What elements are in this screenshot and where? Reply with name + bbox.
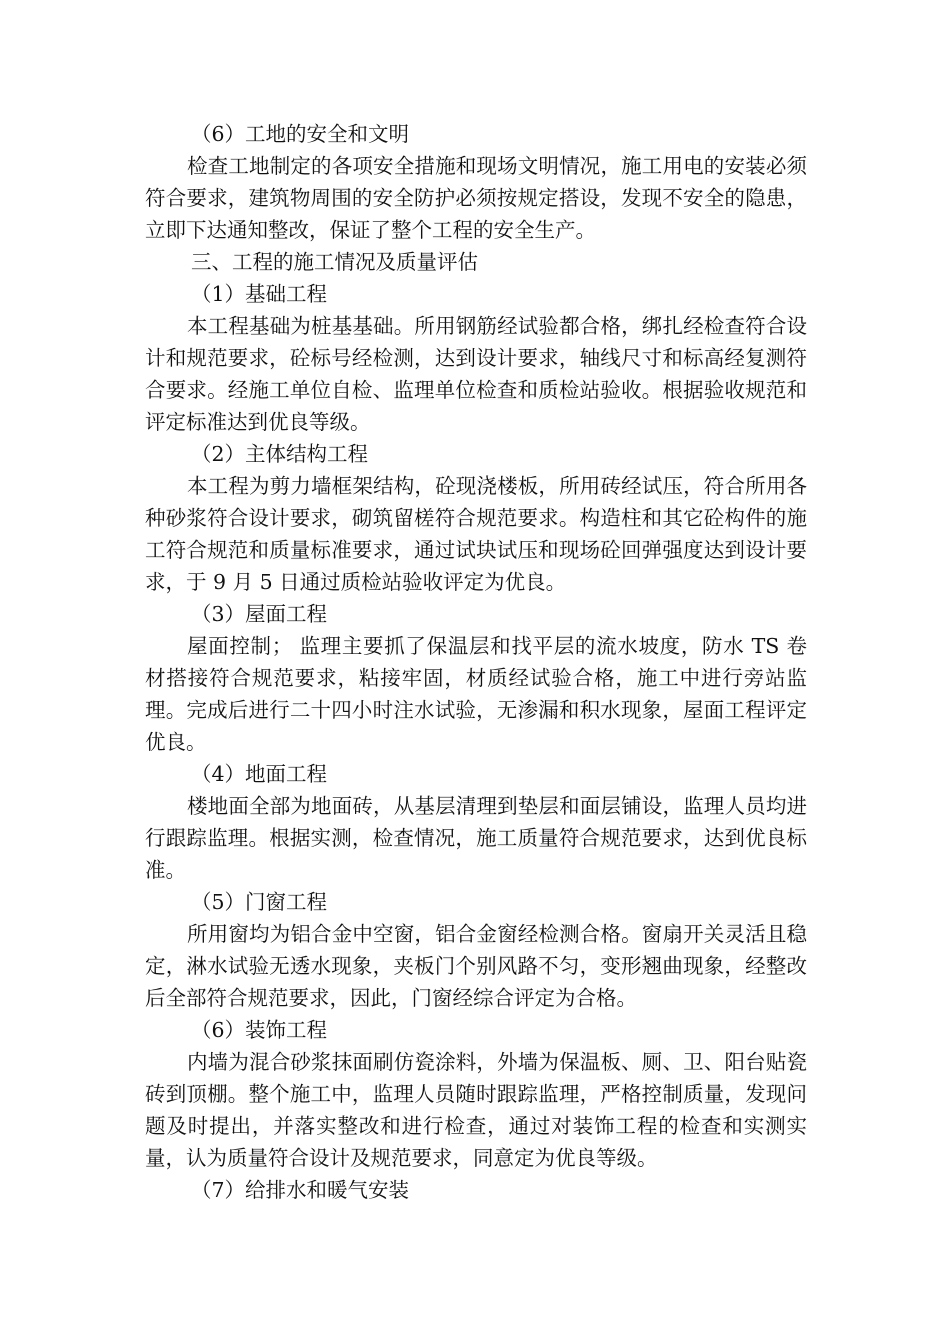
document-body — [145, 118, 807, 1206]
paragraph-foundation: 本工程基础为桩基基础。所用钢筋经试验都合格，绑扎经检查符合设计和规范要求，砼标号经检测，达到设计要求，轴线尺寸和标高经复测符合要求。经施工单位自检、监理单位检查和质检站验收。根据验收规范和评定标准达到优良等级。 — [145, 314, 807, 434]
paragraph-floor: 楼地面全部为地面砖，从基层清理到垫层和面层铺设，监理人员均进行跟踪监理。根据实测，检查情况，施工质量符合规范要求，达到优良标准。 — [145, 794, 807, 882]
section-heading-decoration: （6）装饰工程 — [191, 1018, 328, 1042]
section-heading-construction-quality: 三、工程的施工情况及质量评估 — [191, 250, 478, 274]
section-heading-foundation: （1）基础工程 — [191, 282, 328, 306]
paragraph-roof: 屋面控制； 监理主要抓了保温层和找平层的流水坡度，防水 TS 卷材搭接符合规范要求，粘接牢固，材质经试验合格，施工中进行旁站监理。完成后进行二十四小时注水试验，无渗漏和积水现象，屋面工程评定优良。 — [145, 634, 807, 754]
paragraph-doors-windows: 所用窗均为铝合金中空窗，铝合金窗经检测合格。窗扇开关灵活且稳定，淋水试验无透水现象，夹板门个别风路不匀，变形翘曲现象，经整改后全部符合规范要求，因此，门窗经综合评定为合格。 — [145, 922, 807, 1010]
paragraph-main-structure: 本工程为剪力墙框架结构，砼现浇楼板，所用砖经试压，符合所用各种砂浆符合设计要求，砌筑留槎符合规范要求。构造柱和其它砼构件的施工符合规范和质量标准要求，通过试块试压和现场砼回弹强度达到设计要求，于 9 月 5 日通过质检站验收评定为优良。 — [145, 474, 807, 594]
paragraph-site-safety: 检查工地制定的各项安全措施和现场文明情况，施工用电的安装必须符合要求，建筑物周围的安全防护必须按规定搭设，发现不安全的隐患，立即下达通知整改，保证了整个工程的安全生产。 — [145, 154, 807, 242]
section-heading-doors-windows: （5）门窗工程 — [191, 890, 328, 914]
section-heading-site-safety: （6）工地的安全和文明 — [191, 122, 410, 146]
paragraph-decoration: 内墙为混合砂浆抹面刷仿瓷涂料，外墙为保温板、厕、卫、阳台贴瓷砖到顶棚。整个施工中，监理人员随时跟踪监理，严格控制质量，发现问题及时提出，并落实整改和进行检查，通过对装饰工程的检查和实测实量，认为质量符合设计及规范要求，同意定为优良等级。 — [145, 1050, 807, 1170]
section-heading-main-structure: （2）主体结构工程 — [191, 442, 369, 466]
section-heading-floor: （4）地面工程 — [191, 762, 328, 786]
section-heading-plumbing-heating: （7）给排水和暖气安装 — [191, 1178, 410, 1202]
section-heading-roof: （3）屋面工程 — [191, 602, 328, 626]
